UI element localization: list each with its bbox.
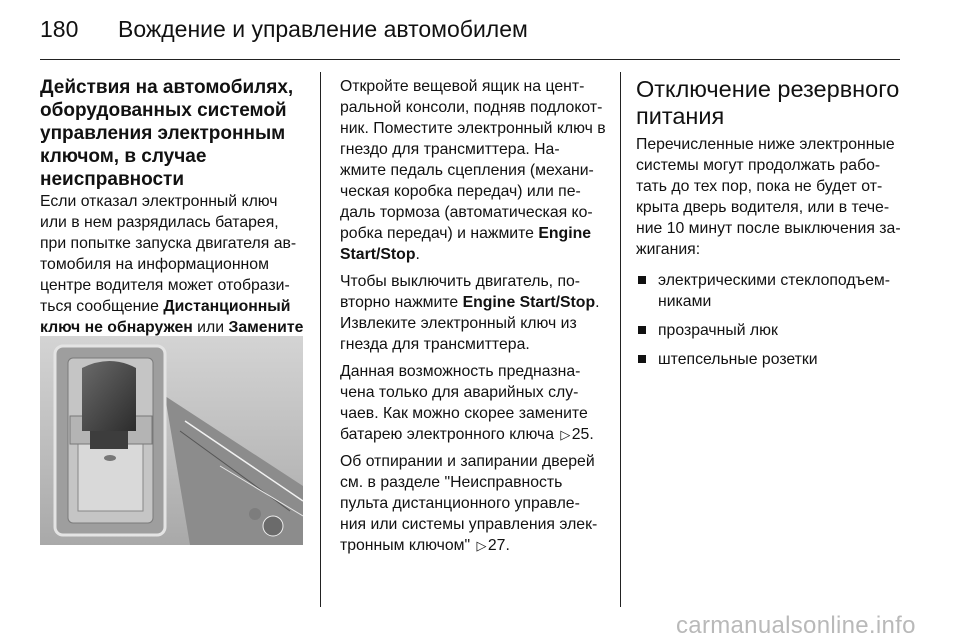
- paragraph-insert-key: [340, 76, 608, 265]
- page-number: 180: [40, 16, 79, 42]
- p3-end: .: [589, 426, 594, 443]
- heading-line: неисправности: [40, 169, 185, 190]
- connector-text: или: [192, 319, 229, 336]
- p4-text: Об отпирании и запирании дверей см. в разделе "Неисправность пульта дистанционного управле- ния или системы управления элек- тронным ключом": [340, 453, 598, 554]
- list-item: [636, 349, 902, 370]
- heading-line: Действия на автомобилях,: [40, 77, 294, 98]
- heading-line: управления электронным: [40, 123, 286, 144]
- body-text: Если отказал электронный ключ или в нем разрядилась батарея, при попытке запуска двигателя ав- томобиля на информационном центре водителя может отобрази- ться сообщение: [40, 193, 297, 315]
- console-key-slot-illustration: [40, 336, 303, 545]
- page-ref-25[interactable]: 25: [571, 426, 590, 443]
- list-item-text: электрическими стеклоподъем- никами: [658, 272, 891, 310]
- list-item-text: прозрачный люк: [658, 322, 778, 339]
- list-item: [636, 270, 902, 312]
- triangle-right-icon: ▷: [476, 538, 487, 553]
- p2-text: Чтобы выключить двигатель, по- вторно нажмите: [340, 273, 581, 311]
- column-divider-1: [320, 72, 321, 607]
- engine-start-stop-label: Engine Start/Stop: [462, 294, 596, 311]
- p1-end: .: [415, 246, 420, 263]
- page-header: [40, 16, 528, 43]
- section-heading-electronic-key: [40, 76, 308, 191]
- paragraph-stop-engine: [340, 271, 608, 355]
- list-item: [636, 320, 902, 341]
- watermark: carmanualsonline.info: [676, 612, 916, 639]
- paragraph-doors: [340, 451, 608, 556]
- square-bullet-icon: [638, 355, 646, 363]
- illustration-svg: [40, 336, 303, 545]
- heading-line: Отключение резервного: [636, 76, 900, 102]
- square-bullet-icon: [638, 326, 646, 334]
- p2-end: . Извлеките электронный ключ из гнезда для трансмиттера.: [340, 294, 600, 353]
- heading-line: питания: [636, 103, 725, 129]
- list-item-text: штепсельные розетки: [658, 351, 818, 368]
- right-column: [636, 76, 902, 378]
- column-divider-2: [620, 72, 621, 607]
- p3-text: Данная возможность предназна- чена только для аварийных слу- чаев. Как можно скорее замените батарею электронного ключа: [340, 363, 588, 443]
- square-bullet-icon: [638, 276, 646, 284]
- triangle-right-icon: ▷: [560, 427, 571, 442]
- heading-line: ключом, в случае: [40, 146, 207, 167]
- systems-list: [636, 270, 902, 370]
- chapter-title: Вождение и управление автомобилем: [118, 16, 528, 42]
- message-key-not-detected: Дистанционный ключ не обнаружен: [40, 298, 291, 336]
- engine-start-stop-label: Engine Start/Stop: [340, 225, 592, 263]
- heading-line: оборудованных системой: [40, 100, 287, 121]
- intro-paragraph: Перечисленные ниже электронные системы могут продолжать рабо- тать до тех пор, пока не будет от- крыта дверь водителя, или в тече- ние 10 минут после выключения за- жигания:: [636, 136, 901, 258]
- middle-column: [340, 76, 608, 562]
- p1-text: Откройте вещевой ящик на цент- ральной консоли, подняв подлокот- ник. Поместите электронный ключ в гнездо для трансмиттера. На- жмите педаль сцепления (механи- ческая коробка передач) или пе- даль тормоза (автоматическая ко- робка передач) и нажмите: [340, 78, 606, 242]
- message-replace-battery: Замените: [228, 319, 304, 336]
- paragraph-emergency: [340, 361, 608, 445]
- page-ref-27[interactable]: 27: [487, 537, 506, 554]
- p4-end: .: [505, 537, 510, 554]
- header-rule: [40, 59, 900, 60]
- section-heading-backup-power: [636, 76, 902, 130]
